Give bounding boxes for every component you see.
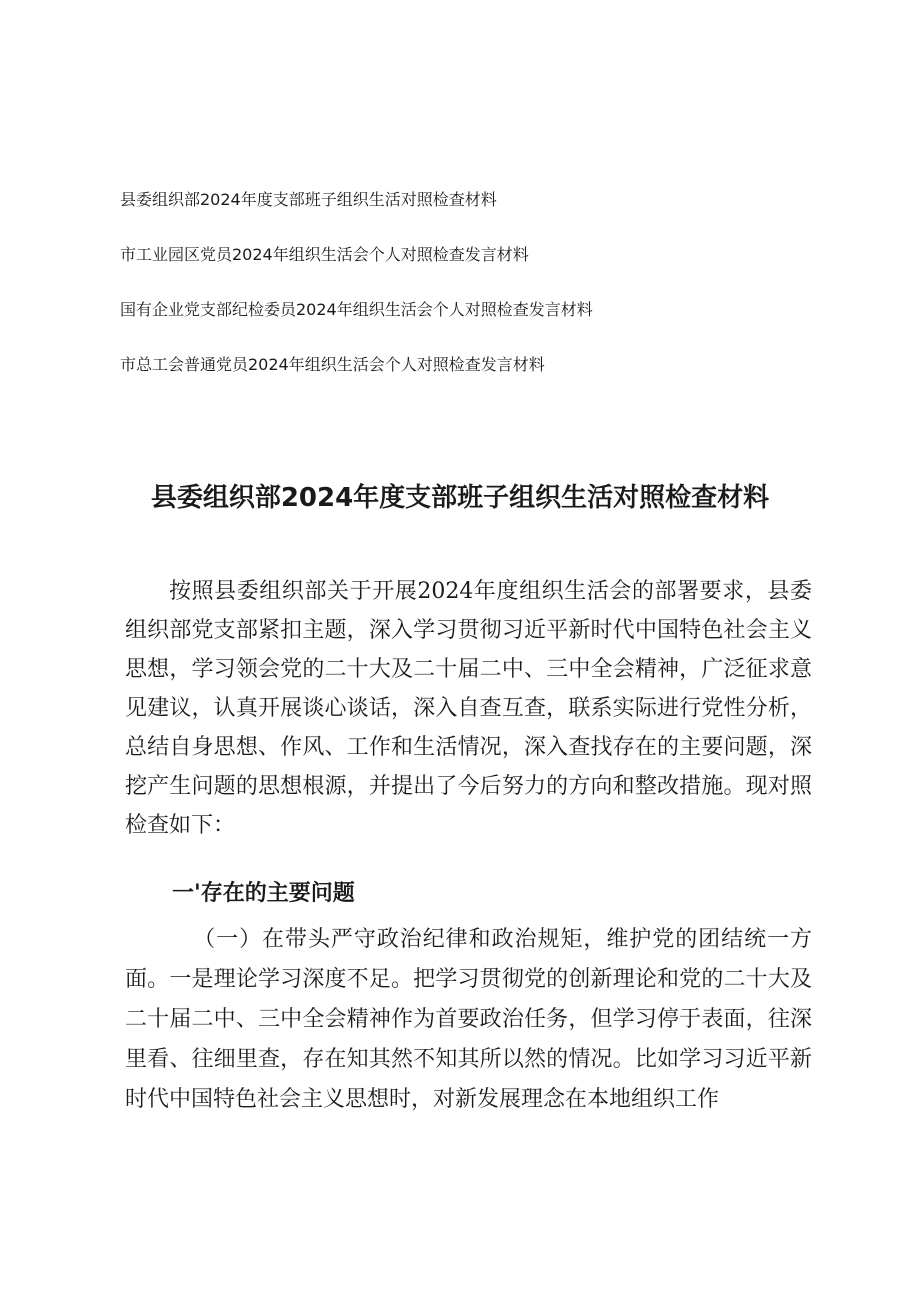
toc-item: 市工业园区党员2024年组织生活会个人对照检查发言材料 <box>120 245 529 264</box>
section-paragraph: （一）在带头严守政治纪律和政治规矩，维护党的团结统一方面。一是理论学习深度不足。把学习贯彻党的创新理论和党的二十大及二十届二中、三中全会精神作为首要政治任务，但学习停于表面，往深里看、往细里查，存在知其然不知其所以然的情况。比如学习习近平新时代中国特色社会主义思想时，对新发展理念在本地组织工作 <box>125 927 812 1112</box>
intro-paragraph: 按照县委组织部关于开展2024年度组织生活会的部署要求，县委组织部党支部紧扣主题，深入学习贯彻习近平新时代中国特色社会主义思想，学习领会党的二十大及二十届二中、三中全会精神，广泛征求意见建议，认真开展谈心谈话，深入自查互查，联系实际进行党性分析，总结自身思想、作风、工作和生活情况，深入查找存在的主要问题，深挖产生问题的思想根源，并提出了今后努力的方向和整改措施。现对照检查如下： <box>125 579 812 838</box>
toc-item: 国有企业党支部纪检委员2024年组织生活会个人对照检查发言材料 <box>120 300 593 319</box>
section-heading: 一'存在的主要问题 <box>172 881 355 906</box>
document-title: 县委组织部2024年度支部班子组织生活对照检查材料 <box>150 483 770 513</box>
toc-item: 县委组织部2024年度支部班子组织生活对照检查材料 <box>120 190 497 209</box>
toc-item: 市总工会普通党员2024年组织生活会个人对照检查发言材料 <box>120 355 545 374</box>
table-of-contents <box>120 190 820 375</box>
